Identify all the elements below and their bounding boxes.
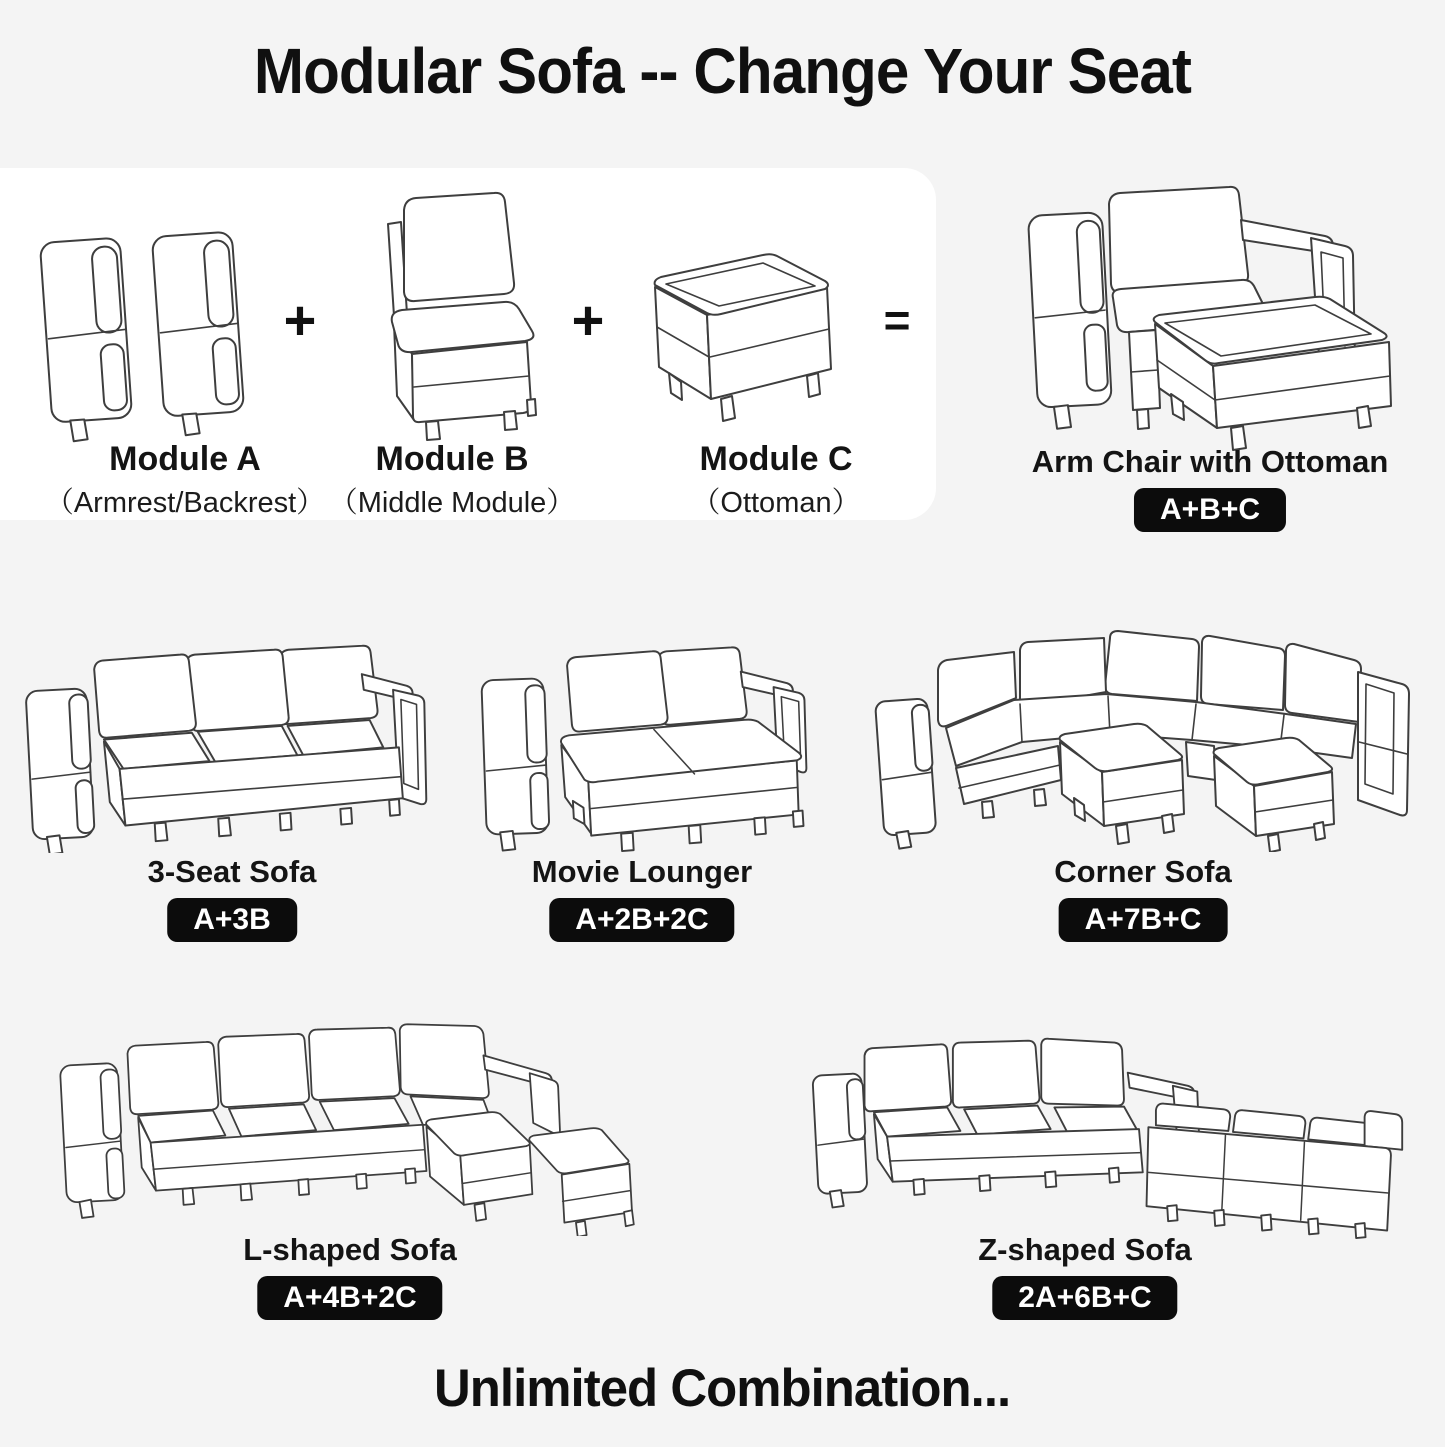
movie-lounger-drawing-icon [462, 633, 842, 853]
module-a-sublabel: （Armrest/Backrest） [44, 487, 326, 519]
combo-formula-badge: A+3B [167, 898, 297, 942]
plus-icon: + [283, 288, 317, 352]
z-shaped-sofa-drawing-icon [742, 1005, 1442, 1240]
combo-badge-wrap [992, 1276, 1177, 1320]
result-label: Arm Chair with Ottoman [1031, 444, 1389, 479]
footer-text: Unlimited Combination... [434, 1359, 1011, 1418]
combo-badge-wrap [1059, 898, 1228, 942]
combo-badge-wrap [257, 1276, 442, 1320]
equals-icon: = [883, 294, 911, 346]
arm-chair-with-ottoman-drawing-icon [1005, 162, 1415, 452]
three-seat-sofa-drawing-icon [18, 633, 438, 853]
combo-label-3-seat-sofa: 3-Seat Sofa [147, 854, 317, 889]
module-c-sublabel: （Ottoman） [691, 487, 861, 519]
combo-formula-badge: A+2B+2C [549, 898, 734, 942]
combo-label-corner-sofa: Corner Sofa [1054, 854, 1232, 889]
module-a-armrest-drawing-icon [28, 210, 263, 445]
combo-formula-badge: A+4B+2C [257, 1276, 442, 1320]
module-c-label: Module C [699, 440, 853, 478]
module-b-middle-drawing-icon [330, 180, 555, 450]
l-shaped-sofa-drawing-icon [12, 1018, 687, 1236]
combo-label-l-shaped-sofa: L-shaped Sofa [243, 1232, 457, 1267]
module-a-label: Module A [109, 440, 261, 478]
page-title [0, 34, 1445, 108]
combo-label-movie-lounger: Movie Lounger [531, 854, 753, 889]
module-b-sublabel: （Middle Module） [328, 487, 576, 519]
result-formula-badge: A+B+C [1134, 488, 1286, 532]
combo-formula-badge: 2A+6B+C [992, 1276, 1177, 1320]
result-badge-wrap [1134, 488, 1286, 532]
footer [0, 1358, 1445, 1419]
module-c-ottoman-drawing-icon [625, 235, 850, 445]
combo-label-z-shaped-sofa: Z-shaped Sofa [978, 1232, 1192, 1267]
corner-sofa-drawing-icon [862, 612, 1437, 852]
plus-icon: + [571, 288, 605, 352]
combo-formula-badge: A+7B+C [1059, 898, 1228, 942]
module-b-label: Module B [375, 440, 529, 478]
page-title-text: Modular Sofa -- Change Your Seat [253, 35, 1192, 107]
combo-badge-wrap [167, 898, 297, 942]
combo-badge-wrap [549, 898, 734, 942]
